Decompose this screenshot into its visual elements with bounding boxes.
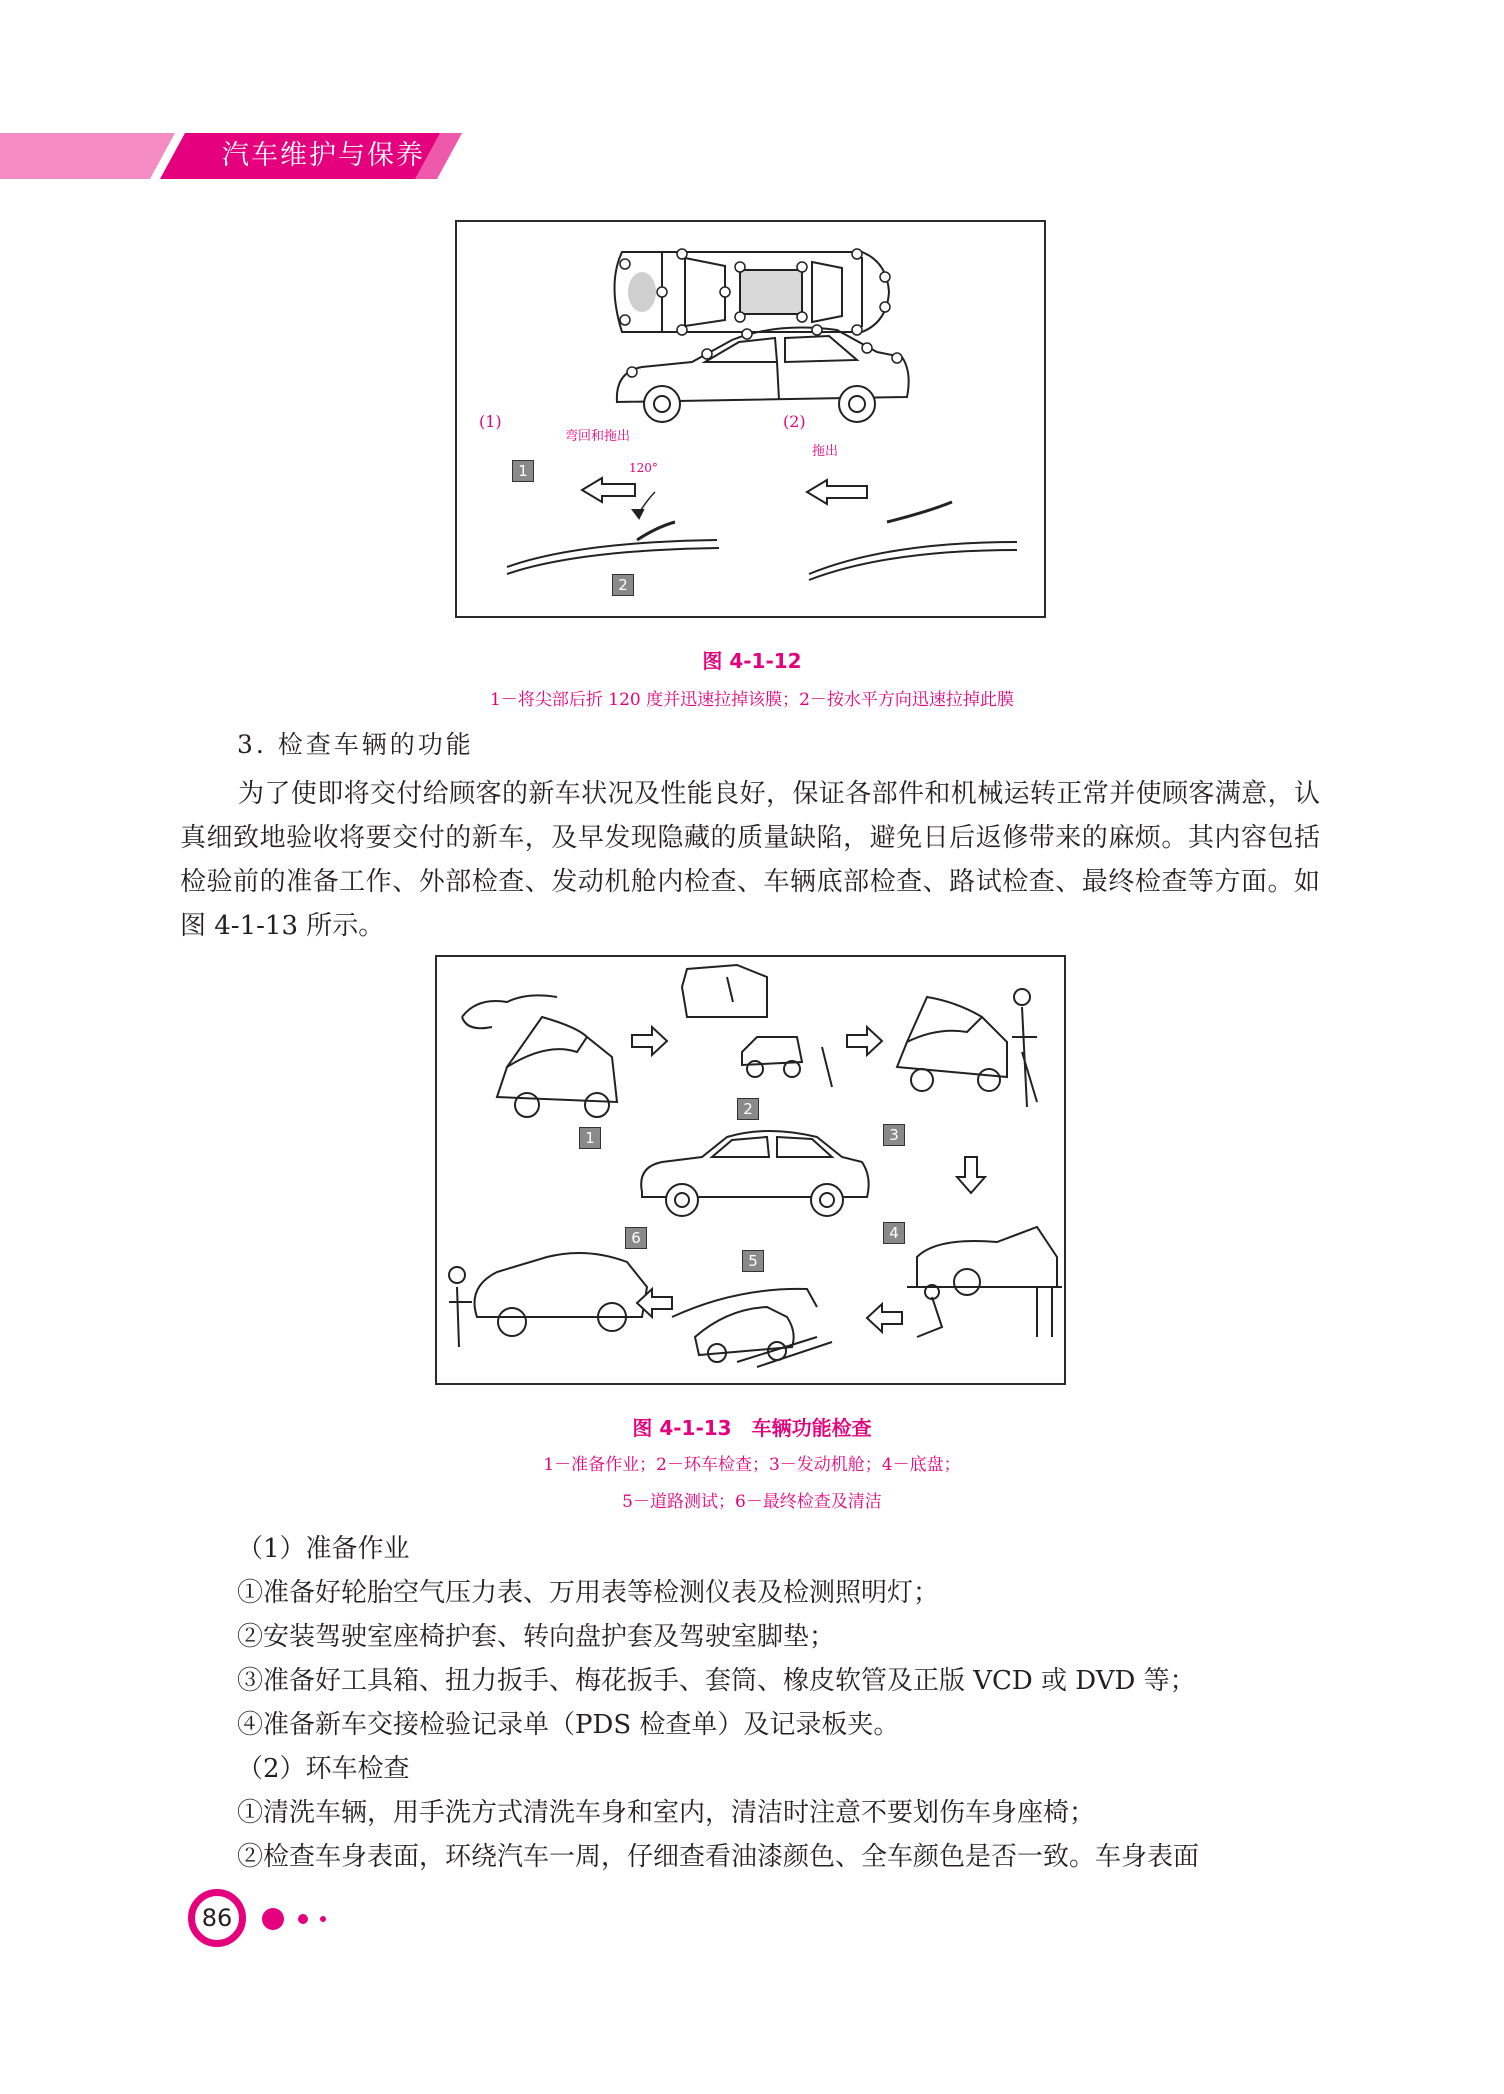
list-item: ④准备新车交接检验记录单（PDS 检查单）及记录板夹。 [237, 1710, 900, 1740]
decor-dot-medium [298, 1914, 308, 1924]
subheading-prep: （1）准备作业 [237, 1534, 410, 1564]
marker-2: 2 [612, 574, 634, 596]
arrow-2-to-3 [847, 1027, 882, 1055]
figure-13-caption-title: 图 4-1-13 车辆功能检查 [632, 1416, 872, 1440]
figure-12-caption-title: 图 4-1-12 [702, 649, 802, 673]
arrow-left-2 [807, 480, 867, 504]
page-number: 86 [188, 1889, 246, 1947]
scene-prep [462, 995, 617, 1117]
scene-walkaround [682, 965, 832, 1087]
wiper-film-right [809, 502, 1017, 580]
scene-marker-4: 4 [883, 1222, 905, 1244]
wiper-film-left [507, 492, 719, 574]
arrow-left-1 [582, 478, 635, 502]
scene-marker-1: 1 [579, 1127, 601, 1149]
scene-marker-2: 2 [737, 1098, 759, 1120]
subheading-walkaround: （2）环车检查 [237, 1754, 410, 1784]
scene-center-car [641, 1131, 868, 1216]
scene-marker-6: 6 [625, 1227, 647, 1249]
marker-1: 1 [512, 460, 534, 482]
figure-13-illustration [437, 957, 1064, 1383]
list-item: ②检查车身表面，环绕汽车一周，仔细查看油漆颜色、全车颜色是否一致。车身表面 [237, 1842, 1200, 1872]
scene-chassis [907, 1227, 1062, 1337]
arrow-1-to-2 [632, 1027, 667, 1055]
label-2: (2) [783, 412, 806, 431]
figure-4-1-12 [455, 220, 1046, 618]
section-heading: 3. 检查车辆的功能 [237, 730, 474, 759]
figure-12-illustration [457, 222, 1044, 616]
car-side-view-drawing [617, 328, 909, 422]
decor-dot-small [320, 1916, 326, 1922]
scene-road-test [672, 1289, 832, 1367]
list-item: ②安装驾驶室座椅护套、转向盘护套及驾驶室脚垫； [237, 1622, 836, 1652]
arrow-3-to-4 [957, 1157, 985, 1193]
list-item: ③准备好工具箱、扭力扳手、梅花扳手、套筒、橡皮软管及正版 VCD 或 DVD 等； [237, 1666, 1196, 1696]
intro-paragraph: 为了使即将交付给顾客的新车状况及性能良好，保证各部件和机械运转正常并使顾客满意，认真细致地验收将要交付的新车，及早发现隐藏的质量缺陷，避免日后返修带来的麻烦。其内容包括检验前的准备工作、外部检查、发动机舱内检查、车辆底部检查、路试检查、最终检查等方面。如图 4-1-13 所示。 [180, 779, 1320, 941]
label-1: (1) [479, 412, 502, 431]
car-top-view-drawing [615, 252, 890, 332]
annotation-bend-and-pull: 弯回和拖出 [565, 429, 631, 444]
annotation-pull: 拖出 [812, 444, 839, 459]
figure-12-caption-desc: 1－将尖部后折 120 度并迅速拉掉该膜；2－按水平方向迅速拉掉此膜 [490, 690, 1014, 710]
scene-marker-3: 3 [883, 1124, 905, 1146]
list-item: ①清洗车辆，用手洗方式清洗车身和室内，清洁时注意不要划伤车身座椅； [237, 1798, 1096, 1828]
scene-marker-5: 5 [742, 1250, 764, 1272]
scene-final-cleaning [449, 1253, 647, 1347]
decor-dot-large [262, 1908, 284, 1930]
figure-4-1-13 [435, 955, 1066, 1385]
header-title: 汽车维护与保养 [222, 140, 425, 171]
scene-engine-bay [897, 989, 1037, 1107]
list-item: ①准备好轮胎空气压力表、万用表等检测仪表及检测照明灯； [237, 1578, 940, 1608]
arrow-4-to-5 [867, 1304, 902, 1332]
figure-13-caption-line-1: 1－准备作业；2－环车检查；3－发动机舱；4－底盘； [543, 1455, 961, 1475]
annotation-angle: 120° [629, 461, 658, 475]
figure-13-caption-line-2: 5－道路测试；6－最终检查及清洁 [622, 1492, 882, 1512]
